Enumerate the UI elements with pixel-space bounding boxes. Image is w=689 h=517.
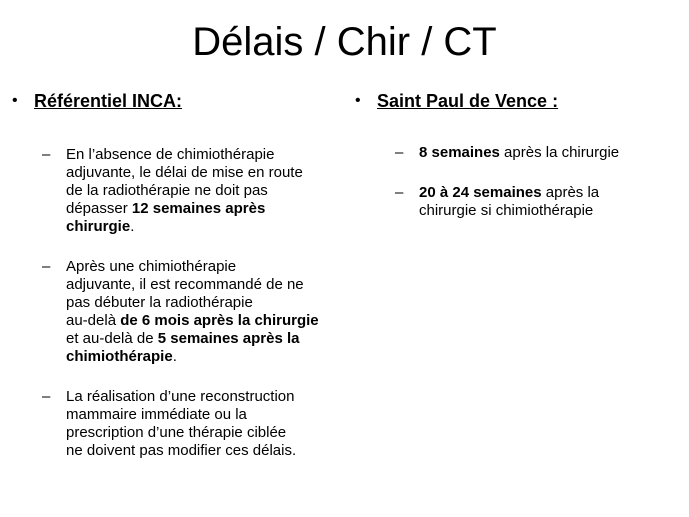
list-item [355,184,675,220]
bold-text: 20 à 24 semaines [419,184,542,201]
text-segment: chirurgie si chimiothérapie [419,202,594,219]
dash-icon: – [42,258,51,275]
text-line [66,442,352,460]
list-item [355,144,675,162]
text-line [66,294,352,312]
text-line [66,424,352,442]
list-item-text [66,146,352,236]
left-column [12,90,352,482]
text-line [66,218,352,236]
text-segment: adjuvante, il est recommandé de ne [66,276,304,293]
bold-text: chirurgie [66,218,131,235]
text-line [66,348,352,366]
bullet-icon: • [355,92,361,109]
text-segment: prescription d’une thérapie ciblée [66,424,287,441]
text-segment: ne doivent pas modifier ces délais. [66,442,297,459]
left-sub-list [12,146,352,460]
text-segment: Après une chimiothérapie [66,258,237,275]
text-segment: pas débuter la radiothérapie [66,294,253,311]
text-line [66,330,352,348]
text-line [66,164,352,182]
text-segment: au-delà [66,312,121,329]
text-segment: La réalisation d’une reconstruction [66,388,295,405]
right-column [355,90,675,242]
text-segment: adjuvante, le délai de mise en route [66,164,303,181]
bold-text: de 6 mois après la chirurgie [120,312,319,329]
text-line [66,200,352,218]
left-heading [12,90,352,112]
text-line [419,184,675,202]
text-segment: après la [541,184,600,201]
text-segment: mammaire immédiate ou la [66,406,247,423]
text-line [66,406,352,424]
text-segment: et au-delà de [66,330,158,347]
list-item-text [419,144,675,162]
right-heading-text: Saint Paul de Vence : [377,91,559,111]
text-segment: En l’absence de chimiothérapie [66,146,275,163]
bold-text: chimiothérapie [66,348,173,365]
bullet-icon: • [12,92,18,109]
right-sub-list [355,144,675,220]
dash-icon: – [42,146,51,163]
list-item-text [66,388,352,460]
dash-icon: – [395,184,404,201]
list-item [12,388,352,460]
text-line [66,182,352,200]
list-item [12,258,352,366]
text-line [419,144,675,162]
list-item-text [66,258,352,366]
slide-title: Délais / Chir / CT [192,20,497,64]
dash-icon: – [395,144,404,161]
dash-icon: – [42,388,51,405]
text-segment: . [130,218,135,235]
text-segment: de la radiothérapie ne doit pas [66,182,268,199]
text-line [419,202,675,220]
text-line [66,276,352,294]
list-item-text [419,184,675,220]
left-heading-text: Référentiel INCA: [34,91,183,111]
text-line [66,258,352,276]
right-heading [355,90,675,112]
list-item [12,146,352,236]
text-line [66,388,352,406]
bold-text: 12 semaines après [131,200,266,217]
text-segment: . [172,348,177,365]
bold-text: 5 semaines après la [157,330,300,347]
bold-text: 8 semaines [419,144,500,161]
text-line [66,146,352,164]
text-segment: dépasser [66,200,132,217]
text-line [66,312,352,330]
text-segment: après la chirurgie [499,144,620,161]
